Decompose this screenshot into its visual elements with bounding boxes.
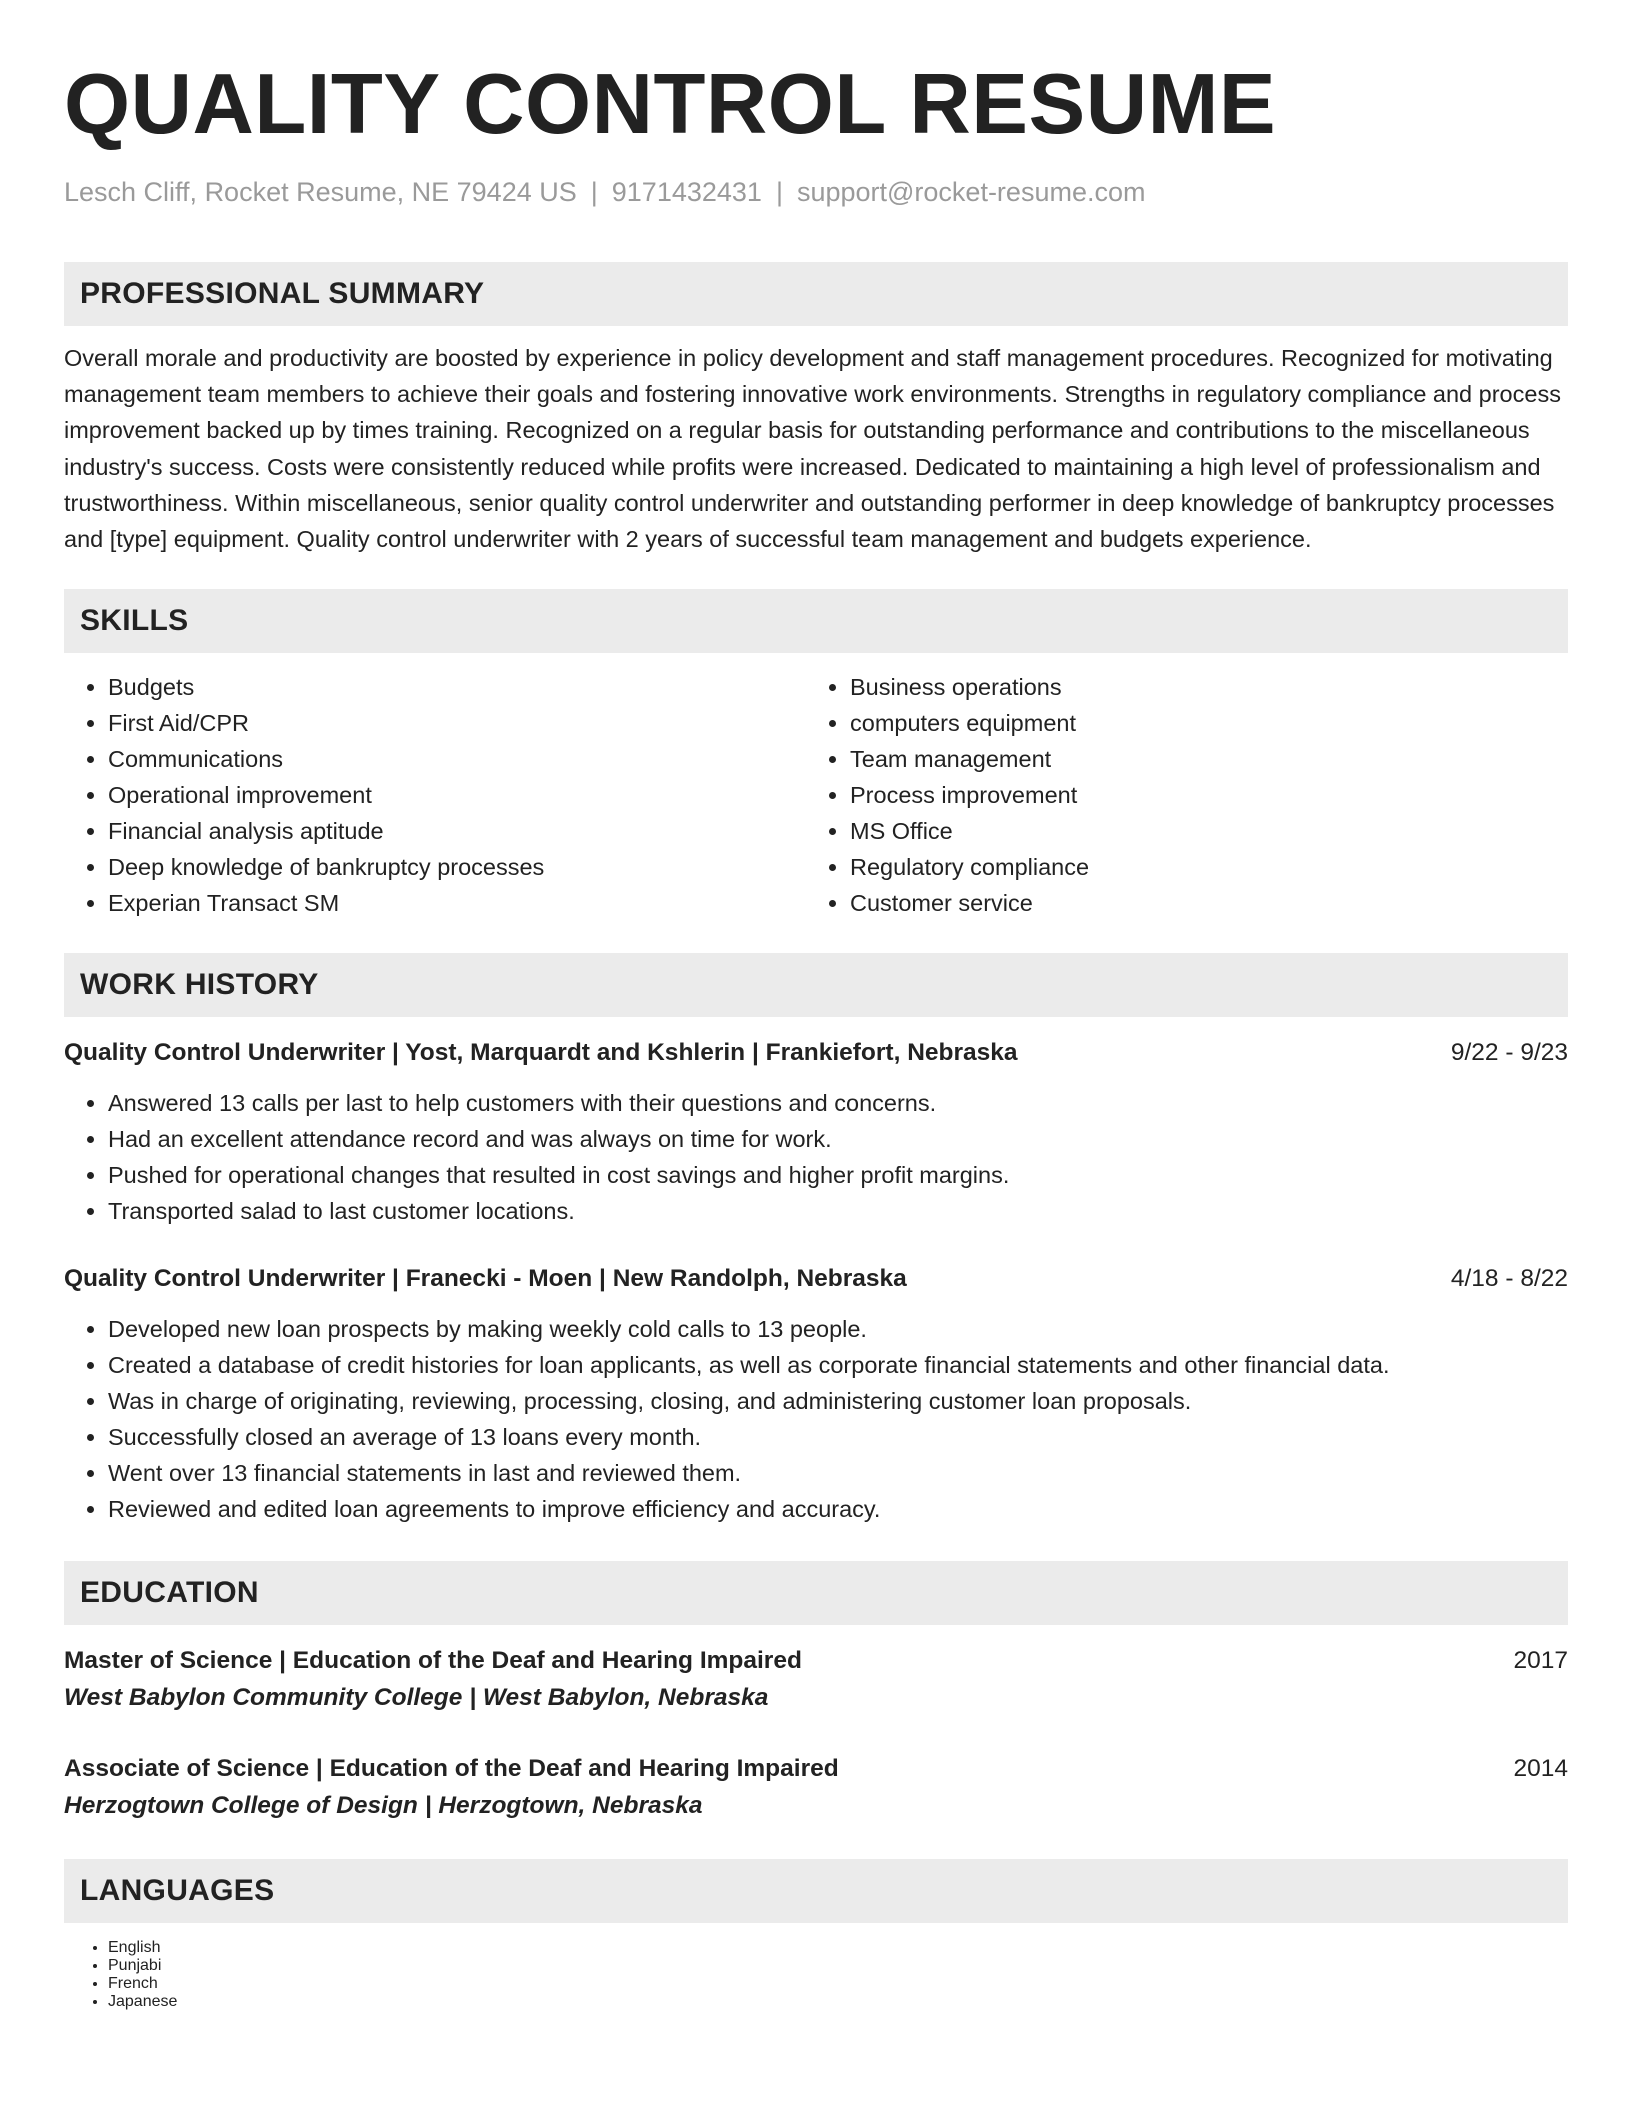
job-bullet: • Created a database of credit histories for loan applicants, as well as corporate financial statements and other financial data. <box>108 1347 1568 1383</box>
job-bullet: • Successfully closed an average of 13 loans every month. <box>108 1419 1568 1455</box>
skill-item: • Communications <box>108 741 806 777</box>
job-dates: 9/22 - 9/23 <box>1450 1039 1568 1067</box>
languages-list <box>64 1939 1568 2011</box>
contact-email: support@rocket-resume.com <box>796 177 1146 207</box>
skill-item: • Operational improvement <box>108 777 806 813</box>
education-degree: Master of Science | Education of the Deaf and Hearing Impaired <box>64 1647 802 1675</box>
skill-item: • Deep knowledge of bankruptcy processes <box>108 849 806 885</box>
job-dates: 4/18 - 8/22 <box>1450 1265 1568 1293</box>
skill-item: • MS Office <box>850 813 1548 849</box>
education-year: 2017 <box>1513 1647 1568 1675</box>
education-entry <box>64 1643 1568 1717</box>
skill-item: • Process improvement <box>850 777 1548 813</box>
language-item: • Japanese <box>108 1993 1568 2011</box>
job-bullet: • Answered 13 calls per last to help customers with their questions and concerns. <box>108 1085 1568 1121</box>
language-item: • Punjabi <box>108 1957 1568 1975</box>
education-entry <box>64 1751 1568 1825</box>
education-header <box>64 1643 1568 1679</box>
education-school: Herzogtown College of Design | Herzogtown, Nebraska <box>64 1792 703 1820</box>
contact-separator: | <box>590 177 598 207</box>
skill-item: • First Aid/CPR <box>108 705 806 741</box>
skill-item: • Regulatory compliance <box>850 849 1548 885</box>
job-bullet: • Had an excellent attendance record and was always on time for work. <box>108 1121 1568 1157</box>
language-item: • English <box>108 1939 1568 1957</box>
job-header <box>64 1261 1568 1297</box>
skills-columns <box>64 669 1568 921</box>
skill-item: • Team management <box>850 741 1548 777</box>
resume-page <box>64 0 1568 2011</box>
job-title: Quality Control Underwriter | Yost, Marquardt and Kshlerin | Frankiefort, Nebraska <box>64 1039 1018 1067</box>
summary-text: Overall morale and productivity are boosted by experience in policy development and staff management procedures. Recognized for motivating management team members to achieve their goals and fostering innovative work environments. Strengths in regulatory compliance and process improvement backed up by times training. Recognized on a regular basis for outstanding performance and contributions to the miscellaneous industry's success. Costs were consistently reduced while profits were increased. Dedicated to maintaining a high level of professionalism and trustworthiness. Within miscellaneous, senior quality control underwriter and outstanding performer in deep knowledge of bankruptcy processes and [type] equipment. Quality control underwriter with 2 years of successful team management and budgets experience. <box>64 345 1561 553</box>
job-bullet: • Pushed for operational changes that resulted in cost savings and higher profit margins. <box>108 1157 1568 1193</box>
skill-item: • Business operations <box>850 669 1548 705</box>
section-heading-work-history: WORK HISTORY <box>64 953 1568 1017</box>
education-school: West Babylon Community College | West Babylon, Nebraska <box>64 1684 769 1712</box>
education-year: 2014 <box>1513 1755 1568 1783</box>
education-degree: Associate of Science | Education of the Deaf and Hearing Impaired <box>64 1755 839 1783</box>
contact-phone: 9171432431 <box>611 177 762 207</box>
job-bullet: • Developed new loan prospects by making weekly cold calls to 13 people. <box>108 1311 1568 1347</box>
skill-item: • Experian Transact SM <box>108 885 806 921</box>
skill-item: • Financial analysis aptitude <box>108 813 806 849</box>
section-heading-languages: LANGUAGES <box>64 1859 1568 1923</box>
skills-list-right <box>806 669 1548 921</box>
job-title: Quality Control Underwriter | Franecki - Moen | New Randolph, Nebraska <box>64 1265 907 1293</box>
section-heading-skills: SKILLS <box>64 589 1568 653</box>
section-heading-summary: PROFESSIONAL SUMMARY <box>64 262 1568 326</box>
contact-address: Lesch Cliff, Rocket Resume, NE 79424 US <box>64 177 577 207</box>
skills-list-left <box>64 669 806 921</box>
skill-item: • computers equipment <box>850 705 1548 741</box>
job-bullets <box>64 1085 1568 1229</box>
job-bullet: • Reviewed and edited loan agreements to improve efficiency and accuracy. <box>108 1491 1568 1527</box>
contact-separator: | <box>775 177 783 207</box>
section-heading-education: EDUCATION <box>64 1561 1568 1625</box>
job-bullets <box>64 1311 1568 1527</box>
job-bullet: • Transported salad to last customer locations. <box>108 1193 1568 1229</box>
resume-title: QUALITY CONTROL RESUME <box>64 57 1277 152</box>
language-item: • French <box>108 1975 1568 1993</box>
contact-line <box>64 174 1568 210</box>
skill-item: • Customer service <box>850 885 1548 921</box>
skill-item: • Budgets <box>108 669 806 705</box>
education-header <box>64 1751 1568 1787</box>
job-bullet: • Went over 13 financial statements in last and reviewed them. <box>108 1455 1568 1491</box>
job-bullet: • Was in charge of originating, reviewing, processing, closing, and administering customer loan proposals. <box>108 1383 1568 1419</box>
job-header <box>64 1035 1568 1071</box>
